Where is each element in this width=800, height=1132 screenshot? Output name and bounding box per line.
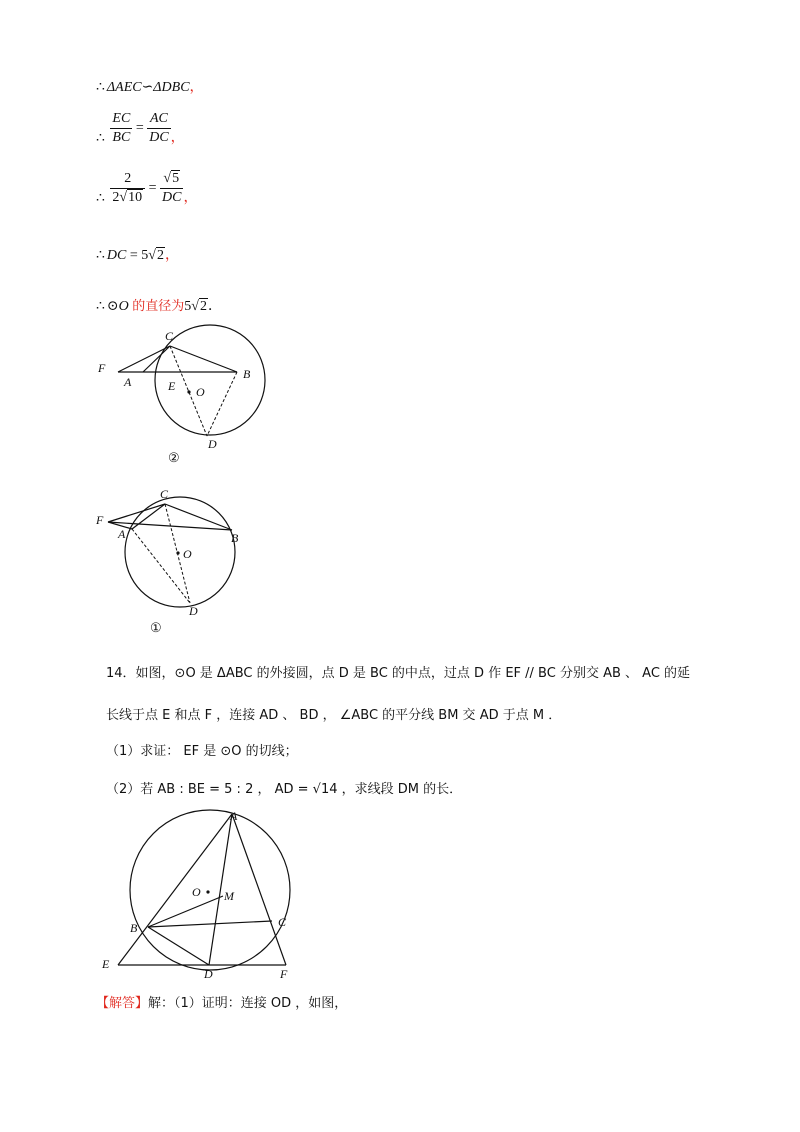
label-b: B <box>243 367 251 381</box>
line-ratio-values: ∴ $\frac{2}{2√10}$ = $\frac{√5}{DC}$ ， <box>96 171 198 206</box>
center-dot-o <box>187 390 190 393</box>
figure-1-diagram <box>90 482 270 637</box>
problem-14-question-1: （1）求证： EF 是 ⊙O 的切线； <box>106 744 298 759</box>
problem-14-question-2: （2）若 AB : BE = 5 : 2 ， AD = √14 ，求线段 DM 的长． <box>106 782 463 797</box>
label-o: O <box>183 547 192 561</box>
sqrt-10: √10 <box>119 190 143 205</box>
label-f: F <box>280 967 288 981</box>
fraction-2-over-2sqrt10: $\frac{2}{2√10}$ <box>110 170 145 207</box>
label-b: B <box>231 531 239 545</box>
fraction-ac-dc: $\frac{AC}{DC}$ <box>149 111 169 145</box>
fraction-ec-bc: $\frac{EC}{BC}$ <box>112 111 131 145</box>
label-a: A <box>230 809 238 823</box>
fraction-sqrt5-over-dc: $\frac{√5}{DC}$ <box>162 171 182 205</box>
line-ratio-ec-bc: ∴ $\frac{EC}{BC}$ = $\frac{AC}{DC}$ ， <box>96 111 185 146</box>
figure-2-diagram <box>90 320 270 470</box>
circle-o <box>130 810 290 970</box>
label-d: D <box>189 604 198 618</box>
segment-cb <box>170 346 237 372</box>
label-a: A <box>118 527 126 541</box>
label-e: E <box>168 379 176 393</box>
sqrt-2: √2 <box>191 299 207 314</box>
label-c: C <box>160 487 169 501</box>
line-diameter-conclusion: ∴ ⊙O 的直径为5√2． <box>96 299 222 314</box>
label-m: M <box>224 889 234 903</box>
label-o: O <box>196 385 205 399</box>
caption-fig2: ② <box>168 450 180 465</box>
segment-bd <box>148 927 209 965</box>
sqrt-5: √5 <box>163 171 180 186</box>
center-dot-o <box>176 551 179 554</box>
segment-ae <box>118 814 232 965</box>
circle-o <box>125 497 235 607</box>
label-e: E <box>102 957 110 971</box>
sqrt-2: √2 <box>148 248 164 263</box>
segment-bd-dashed <box>207 372 237 436</box>
segment-bm <box>148 896 223 927</box>
label-f: F <box>98 361 106 375</box>
segment-bc <box>148 921 272 927</box>
caption-fig1: ① <box>150 620 162 635</box>
line-dc-value: ∴ DC = 5√2， <box>96 248 179 263</box>
figure-3-diagram <box>96 808 306 983</box>
line-similar-triangles: ∴ ΔAEC∽ΔDBC， <box>96 80 204 95</box>
center-dot-o <box>206 890 209 893</box>
label-d: D <box>208 437 217 451</box>
label-b: B <box>130 921 138 935</box>
label-o: O <box>192 885 201 899</box>
segment-fc <box>118 346 170 372</box>
answer-tag: 【解答】 <box>96 996 149 1011</box>
label-c: C <box>278 915 287 929</box>
label-d: D <box>204 967 213 981</box>
segment-ad-dashed <box>132 529 190 603</box>
problem-14-line-1: 14．如图，⊙O 是 ΔABC 的外接圆，点 D 是 BC 的中点，过点 D 作 EF // BC 分别交 AB 、 AC 的延 <box>106 666 691 681</box>
answer-line: 【解答】解：（1）证明：连接 OD ，如图， <box>96 996 348 1011</box>
problem-14-line-2: 长线于点 E 和点 F ，连接 AD 、 BD ， ∠ABC 的平分线 BM 交 AD 于点 M ． <box>106 708 562 723</box>
label-c: C <box>165 329 174 343</box>
label-a: A <box>124 375 132 389</box>
label-f: F <box>96 513 104 527</box>
segment-af <box>232 814 286 965</box>
